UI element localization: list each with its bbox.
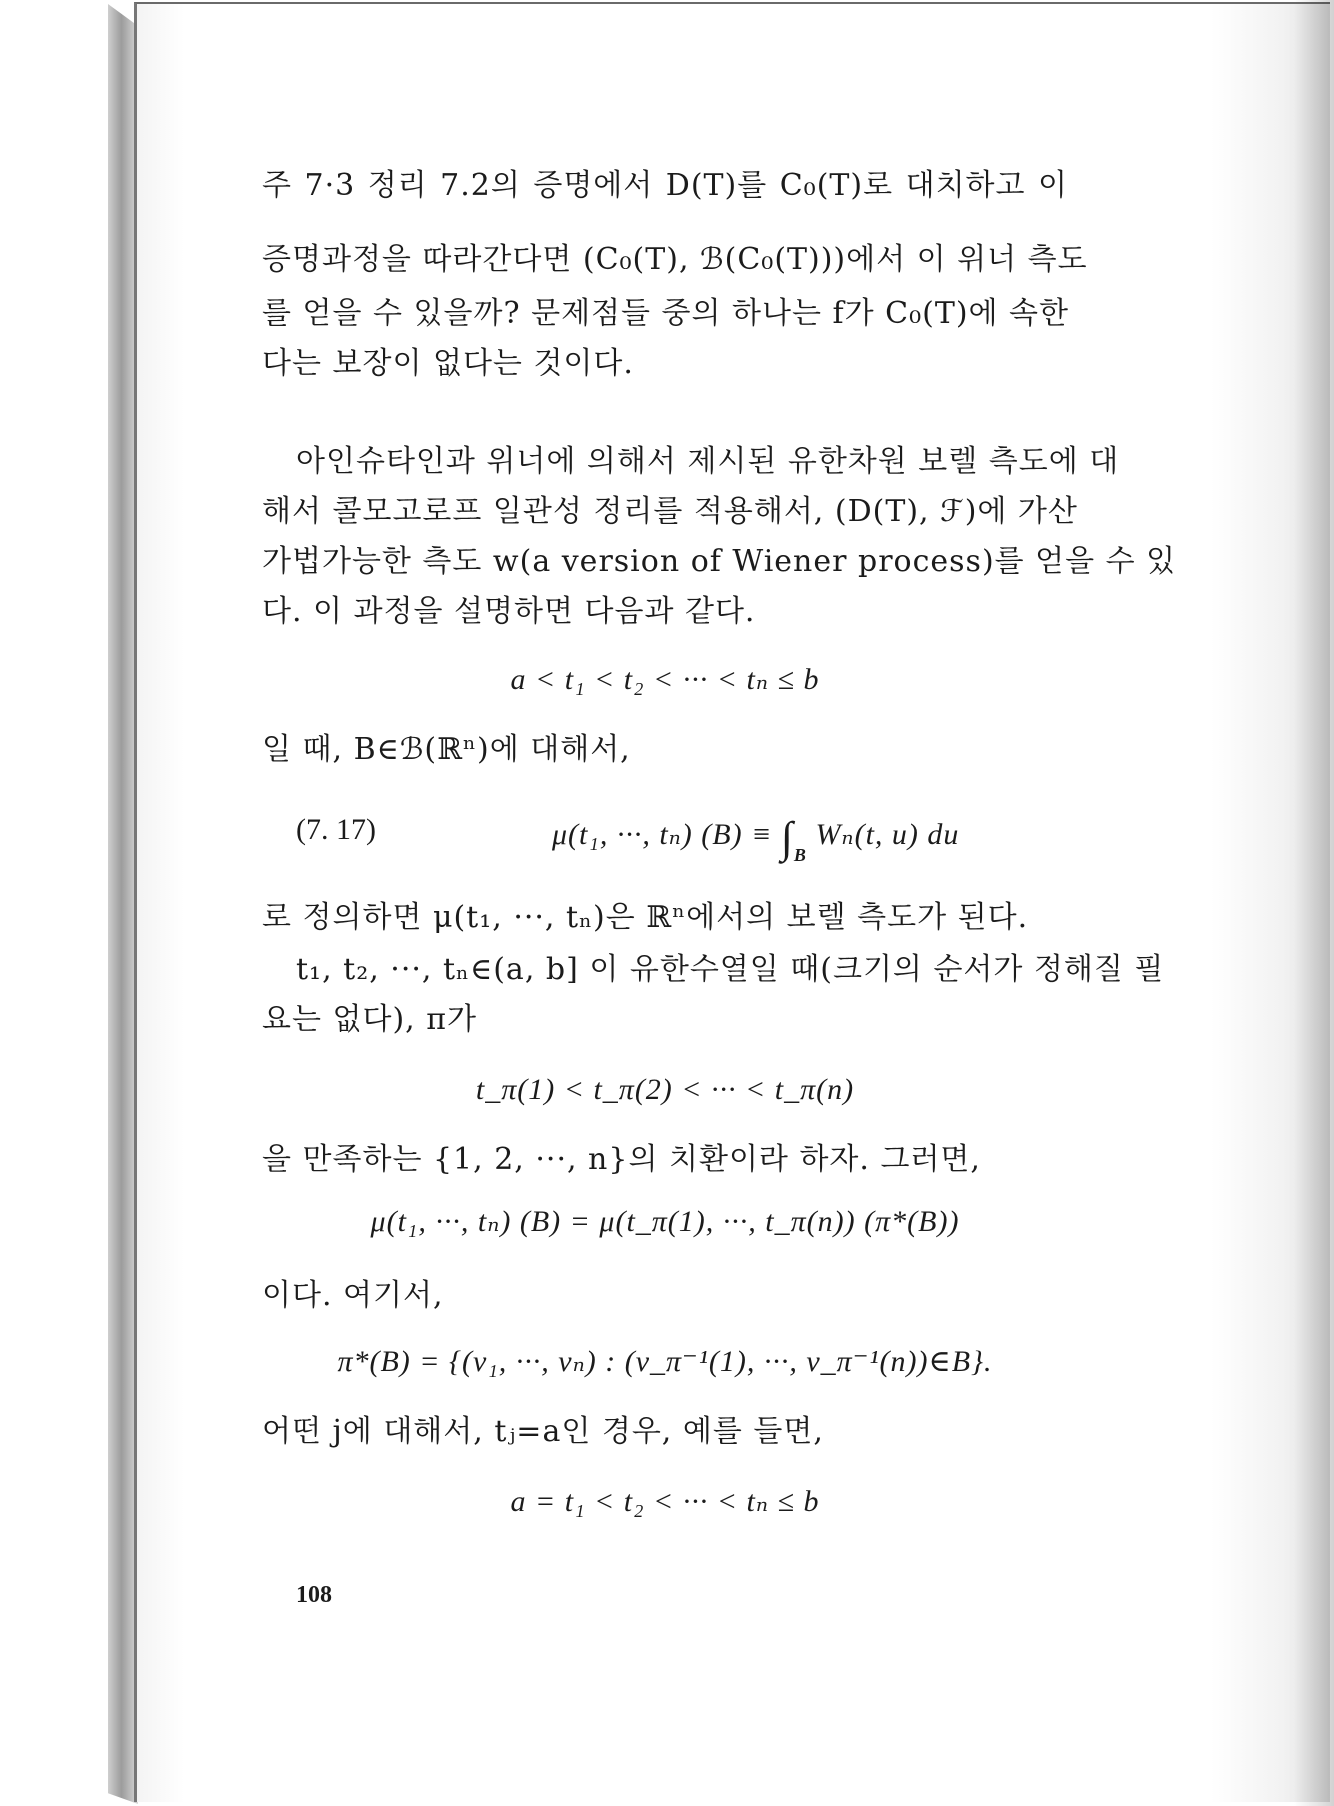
para2-line-1: t₁, t₂, ···, tₙ∈(a, b] 이 유한수열일 때(크기의 순서가 정해질 필 <box>296 952 1165 987</box>
equation-consistency: μ(t₁, ···, tₙ) (B) = μ(t_π(1), ···, t_π(n)) (π*(B)) <box>370 1205 960 1238</box>
text-here: 이다. 여기서, <box>262 1278 444 1313</box>
para1-line-4: 다. 이 과정을 설명하면 다음과 같다. <box>262 594 756 629</box>
integral-sign: ∫ <box>780 813 794 862</box>
text-when-borel: 일 때, B∈ℬ(ℝⁿ)에 대해서, <box>262 732 631 767</box>
equation-number: (7. 17) <box>296 813 376 846</box>
page-number: 108 <box>296 1582 332 1608</box>
para1-line-1: 아인슈타인과 위너에 의해서 제시된 유한차원 보렐 측도에 대 <box>296 444 1120 479</box>
integral-subscript: B <box>793 845 807 865</box>
equation-7-17-rhs: Wₙ(t, u) du <box>806 818 960 851</box>
text-permutation: 을 만족하는 {1, 2, ···, n}의 치환이라 하자. 그러면, <box>262 1142 981 1177</box>
remark-line-3: 를 얻을 수 있을까? 문제점들 중의 하나는 f가 C₀(T)에 속한 <box>262 296 1070 331</box>
equation-pi-star: π*(B) = {(v₁, ···, vₙ) : (v_π⁻¹(1), ···, v_π⁻¹(n))∈B}. <box>337 1345 993 1378</box>
equation-7-17 <box>552 810 959 865</box>
remark-line-2: 증명과정을 따라간다면 (C₀(T), ℬ(C₀(T)))에서 이 위너 측도 <box>262 242 1088 277</box>
remark-line-4: 다는 보장이 없다는 것이다. <box>262 346 634 381</box>
para1-line-3: 가법가능한 측도 w(a version of Wiener process)를 얻을 수 있 <box>262 544 1177 579</box>
equation-permutation-order: t_π(1) < t_π(2) < ··· < t_π(n) <box>475 1073 855 1106</box>
page-shadow <box>1294 0 1334 1806</box>
text-some-j: 어떤 j에 대해서, tⱼ=a인 경우, 예를 들면, <box>262 1414 824 1449</box>
equation-interval-closed: a = t₁ < t₂ < ··· < tₙ ≤ b <box>510 1485 820 1518</box>
remark-line-1: 주 7·3 정리 7.2의 증명에서 D(T)를 C₀(T)로 대치하고 이 <box>262 168 1068 203</box>
equation-interval: a < t₁ < t₂ < ··· < tₙ ≤ b <box>510 663 820 696</box>
equation-7-17-lhs: μ(t₁, ···, tₙ) (B) ≡ <box>552 818 781 851</box>
para1-line-2: 해서 콜모고로프 일관성 정리를 적용해서, (D(T), ℱ)에 가산 <box>262 494 1078 529</box>
para2-line-2: 요는 없다), π가 <box>262 1002 477 1037</box>
text-define-measure: 로 정의하면 μ(t₁, ···, tₙ)은 ℝⁿ에서의 보렐 측도가 된다. <box>262 900 1029 935</box>
